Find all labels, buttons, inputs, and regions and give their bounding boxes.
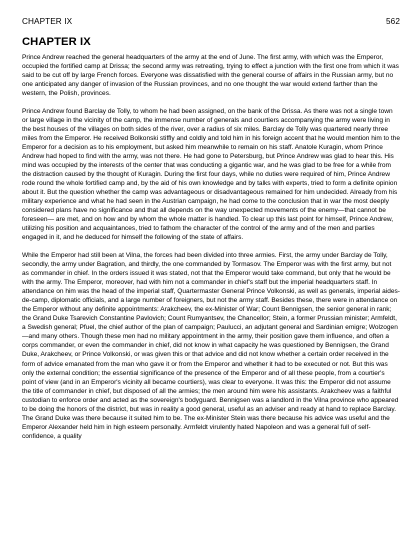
- chapter-title: CHAPTER IX: [22, 36, 91, 48]
- book-page: [22, 0, 400, 449]
- paragraph-1: Prince Andrew reached the general headquarters of the army at the end of June. The first army, with which was the Emperor, occupied the fortified camp at Drissa; the second army was retreating, trying to effect a junction with the first one from which it was said to be cut off by large French forces. Everyone was dissatisfied with the general course of affairs in the Russian army, but no one anticipated any danger of invasion of the Russian provinces, and no one thought the war would extend farther than the western, the Polish, provinces.: [22, 54, 399, 98]
- running-chapter-label: CHAPTER IX: [22, 17, 73, 26]
- paragraph-3: While the Emperor had still been at Vilna, the forces had been divided into three armies. First, the army under Barclay de Tolly, secondly, the army under Bagration, and thirdly, the one commanded by Tormasov. The Emperor was with the first army, but not as commander in chief. In the orders issued it was stated, not that the Emperor would take command, but only that he would be with the army. The Emperor, moreover, had with him not a commander in chief's staff but the imperial headquarters staff. In attendance on him was the head of the imperial staff, Quartermaster General Prince Volkonski, as well as generals, imperial aides-de-camp, diplomatic officials, and a large number of foreigners, but not the army staff. Besides these, there were in attendance on the Emperor without any definite appointments: Arakcheev, the ex-Minister of War; Count Bennigsen, the senior general in rank; the Grand Duke Tsarevich Constantine Pavlovich; Count Rumyantsev, the Chancellor; Stein, a former Prussian minister; Armfeldt, a Swedish general; Pfuel, the chief author of the plan of campaign; Paulucci, an adjutant general and Sardinian emigre; Wolzogen—and many others. Though these men had no military appointment in the army, their position gave them influence, and often a corps commander, or even the commander in chief, did not know in what capacity he was questioned by Bennigsen, the Grand Duke, Arakcheev, or Prince Volkonski, or was given this or that advice and did not know whether a certain order received in the form of advice emanated from the man who gave it or from the Emperor and whether it had to be executed or not. But this was only the external condition; the essential significance of the presence of the Emperor and of all these people, from a courtier's point of view (and in an Emperor's vicinity all became courtiers), was clear to everyone. It was this: the Emperor did not assume the title of commander in chief, but disposed of all the armies; the men around him were his assistants. Arakcheev was a faithful custodian to enforce order and acted as the sovereign's bodyguard. Bennigsen was a landlord in the Vilna province who appeared to be doing the honors of the district, but was in reality a good general, useful as an adviser and ready at hand to replace Barclay. The Grand Duke was there because it suited him to be. The ex-Minister Stein was there because his advice was useful and the Emperor Alexander held him in high esteem personally. Armfeldt virulently hated Napoleon and was a general full of self-confidence, a quality: [22, 251, 400, 440]
- page-number: 562: [386, 17, 400, 26]
- paragraph-2: Prince Andrew found Barclay de Tolly, to whom he had been assigned, on the bank of the Drissa. As there was not a single town or large village in the vicinity of the camp, the immense number of generals and courtiers accompanying the army were living in the best houses of the villages on both sides of the river, over a radius of six miles. Barclay de Tolly was quartered nearly three miles from the Emperor. He received Bolkonski stiffly and coldly and told him in his foreign accent that he would mention him to the Emperor for a decision as to his employment, but asked him meanwhile to remain on his staff. Anatole Kuragin, whom Prince Andrew had hoped to find with the army, was not there. He had gone to Petersburg, but Prince Andrew was glad to hear this. His mind was occupied by the interests of the center that was conducting a gigantic war, and he was glad to be free for a while from the distraction caused by the thought of Kuragin. During the first four days, while no duties were required of him, Prince Andrew rode round the whole fortified camp and, by the aid of his own knowledge and by talks with experts, tried to form a definite opinion about it. But the question whether the camp was advantageous or disadvantageous remained for him undecided. Already from his military experience and what he had seen in the Austrian campaign, he had come to the conclusion that in war the most deeply considered plans have no significance and that all depends on the way unexpected movements of the enemy—that cannot be foreseen— are met, and on how and by whom the whole matter is handled. To clear up this last point for himself, Prince Andrew, utilizing his position and acquaintances, tried to fathom the character of the control of the army and of the men and parties engaged in it, and he deduced for himself the following of the state of affairs.: [22, 107, 400, 242]
- running-header: [22, 17, 400, 26]
